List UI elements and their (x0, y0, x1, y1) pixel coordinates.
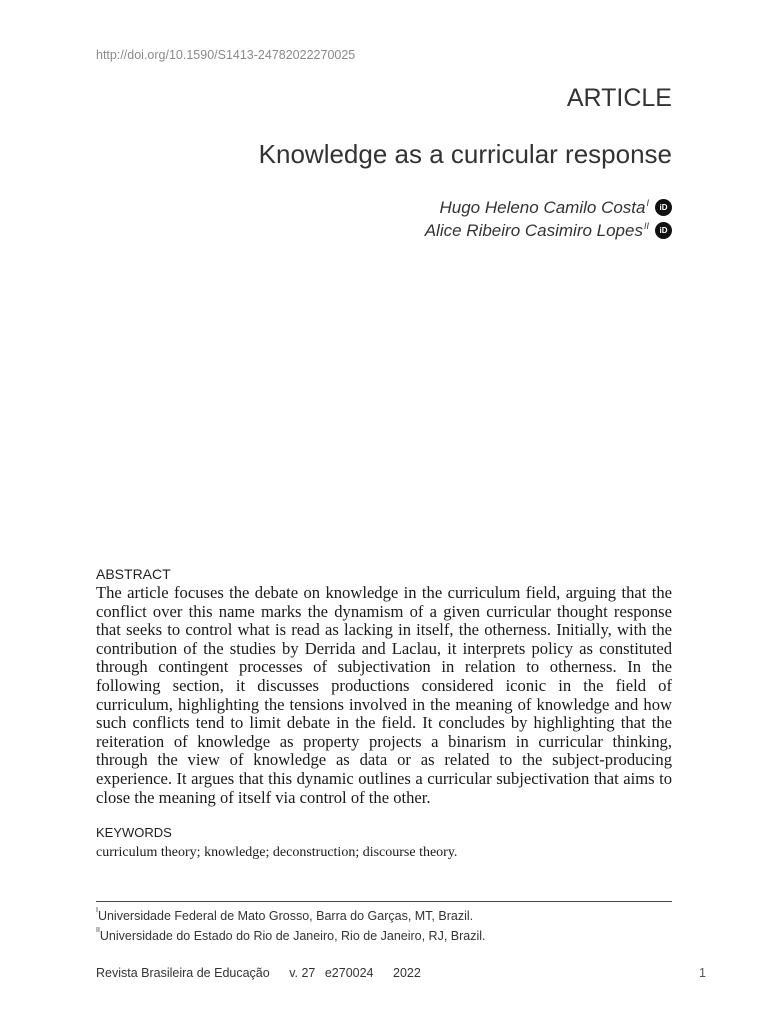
author-2 (425, 219, 672, 242)
section-label: ARTICLE (566, 84, 672, 112)
volume: v. 27 (289, 966, 316, 980)
footnotes (96, 905, 486, 945)
footnote-mark: II (96, 927, 100, 935)
footnote-1 (96, 905, 486, 925)
author-name: Hugo Heleno Camilo Costa (439, 198, 646, 217)
affiliation-mark: II (643, 221, 649, 231)
affiliation-mark: I (646, 198, 649, 208)
footnote-2 (96, 925, 486, 945)
keywords-list: curriculum theory; knowledge; deconstruction; discourse theory. (96, 845, 458, 860)
page-number: 1 (699, 966, 706, 980)
keywords-heading: KEYWORDS (96, 825, 172, 840)
doi-link[interactable]: http://doi.org/10.1590/S1413-24782022270025 (96, 48, 356, 62)
article-id: e270024 (324, 966, 374, 980)
orcid-icon[interactable]: iD (655, 222, 672, 239)
abstract-heading: ABSTRACT (96, 566, 171, 582)
article-title: Knowledge as a curricular response (258, 139, 672, 169)
author-list (425, 196, 672, 242)
footnote-text: Universidade do Estado do Rio de Janeiro, Rio de Janeiro, RJ, Brazil. (99, 929, 486, 944)
footnote-text: Universidade Federal de Mato Grosso, Barra do Garças, MT, Brazil. (97, 909, 474, 924)
page-footer (96, 966, 437, 980)
journal-name: Revista Brasileira de Educação (96, 966, 270, 980)
author-name: Alice Ribeiro Casimiro Lopes (424, 221, 643, 240)
author-1 (425, 196, 672, 219)
orcid-icon[interactable]: iD (655, 199, 672, 216)
footnote-divider (96, 901, 672, 902)
year: 2022 (393, 966, 421, 980)
abstract-body: The article focuses the debate on knowledge in the curriculum field, arguing that the conflict over this name marks the dynamism of a given curricular thought response that seeks to control what is read as lacking in itself, the otherness. Initially, with the contribution of the studies by Derrida and Laclau, it interprets policy as constituted through contingent processes of subjectivation in relation to otherness. In the following section, it discusses productions considered iconic in the field of curriculum, highlighting the tensions involved in the meaning of knowledge and how such conflicts tend to limit debate in the field. It concludes by highlighting that the reiteration of knowledge as property projects a binarism in curricular thinking, through the view of knowledge as data or as related to the subject-producing experience. It argues that this dynamic outlines a curricular subjectivation that aims to close the meaning of itself via control of the other. (96, 583, 672, 807)
footnote-mark: I (96, 907, 98, 914)
